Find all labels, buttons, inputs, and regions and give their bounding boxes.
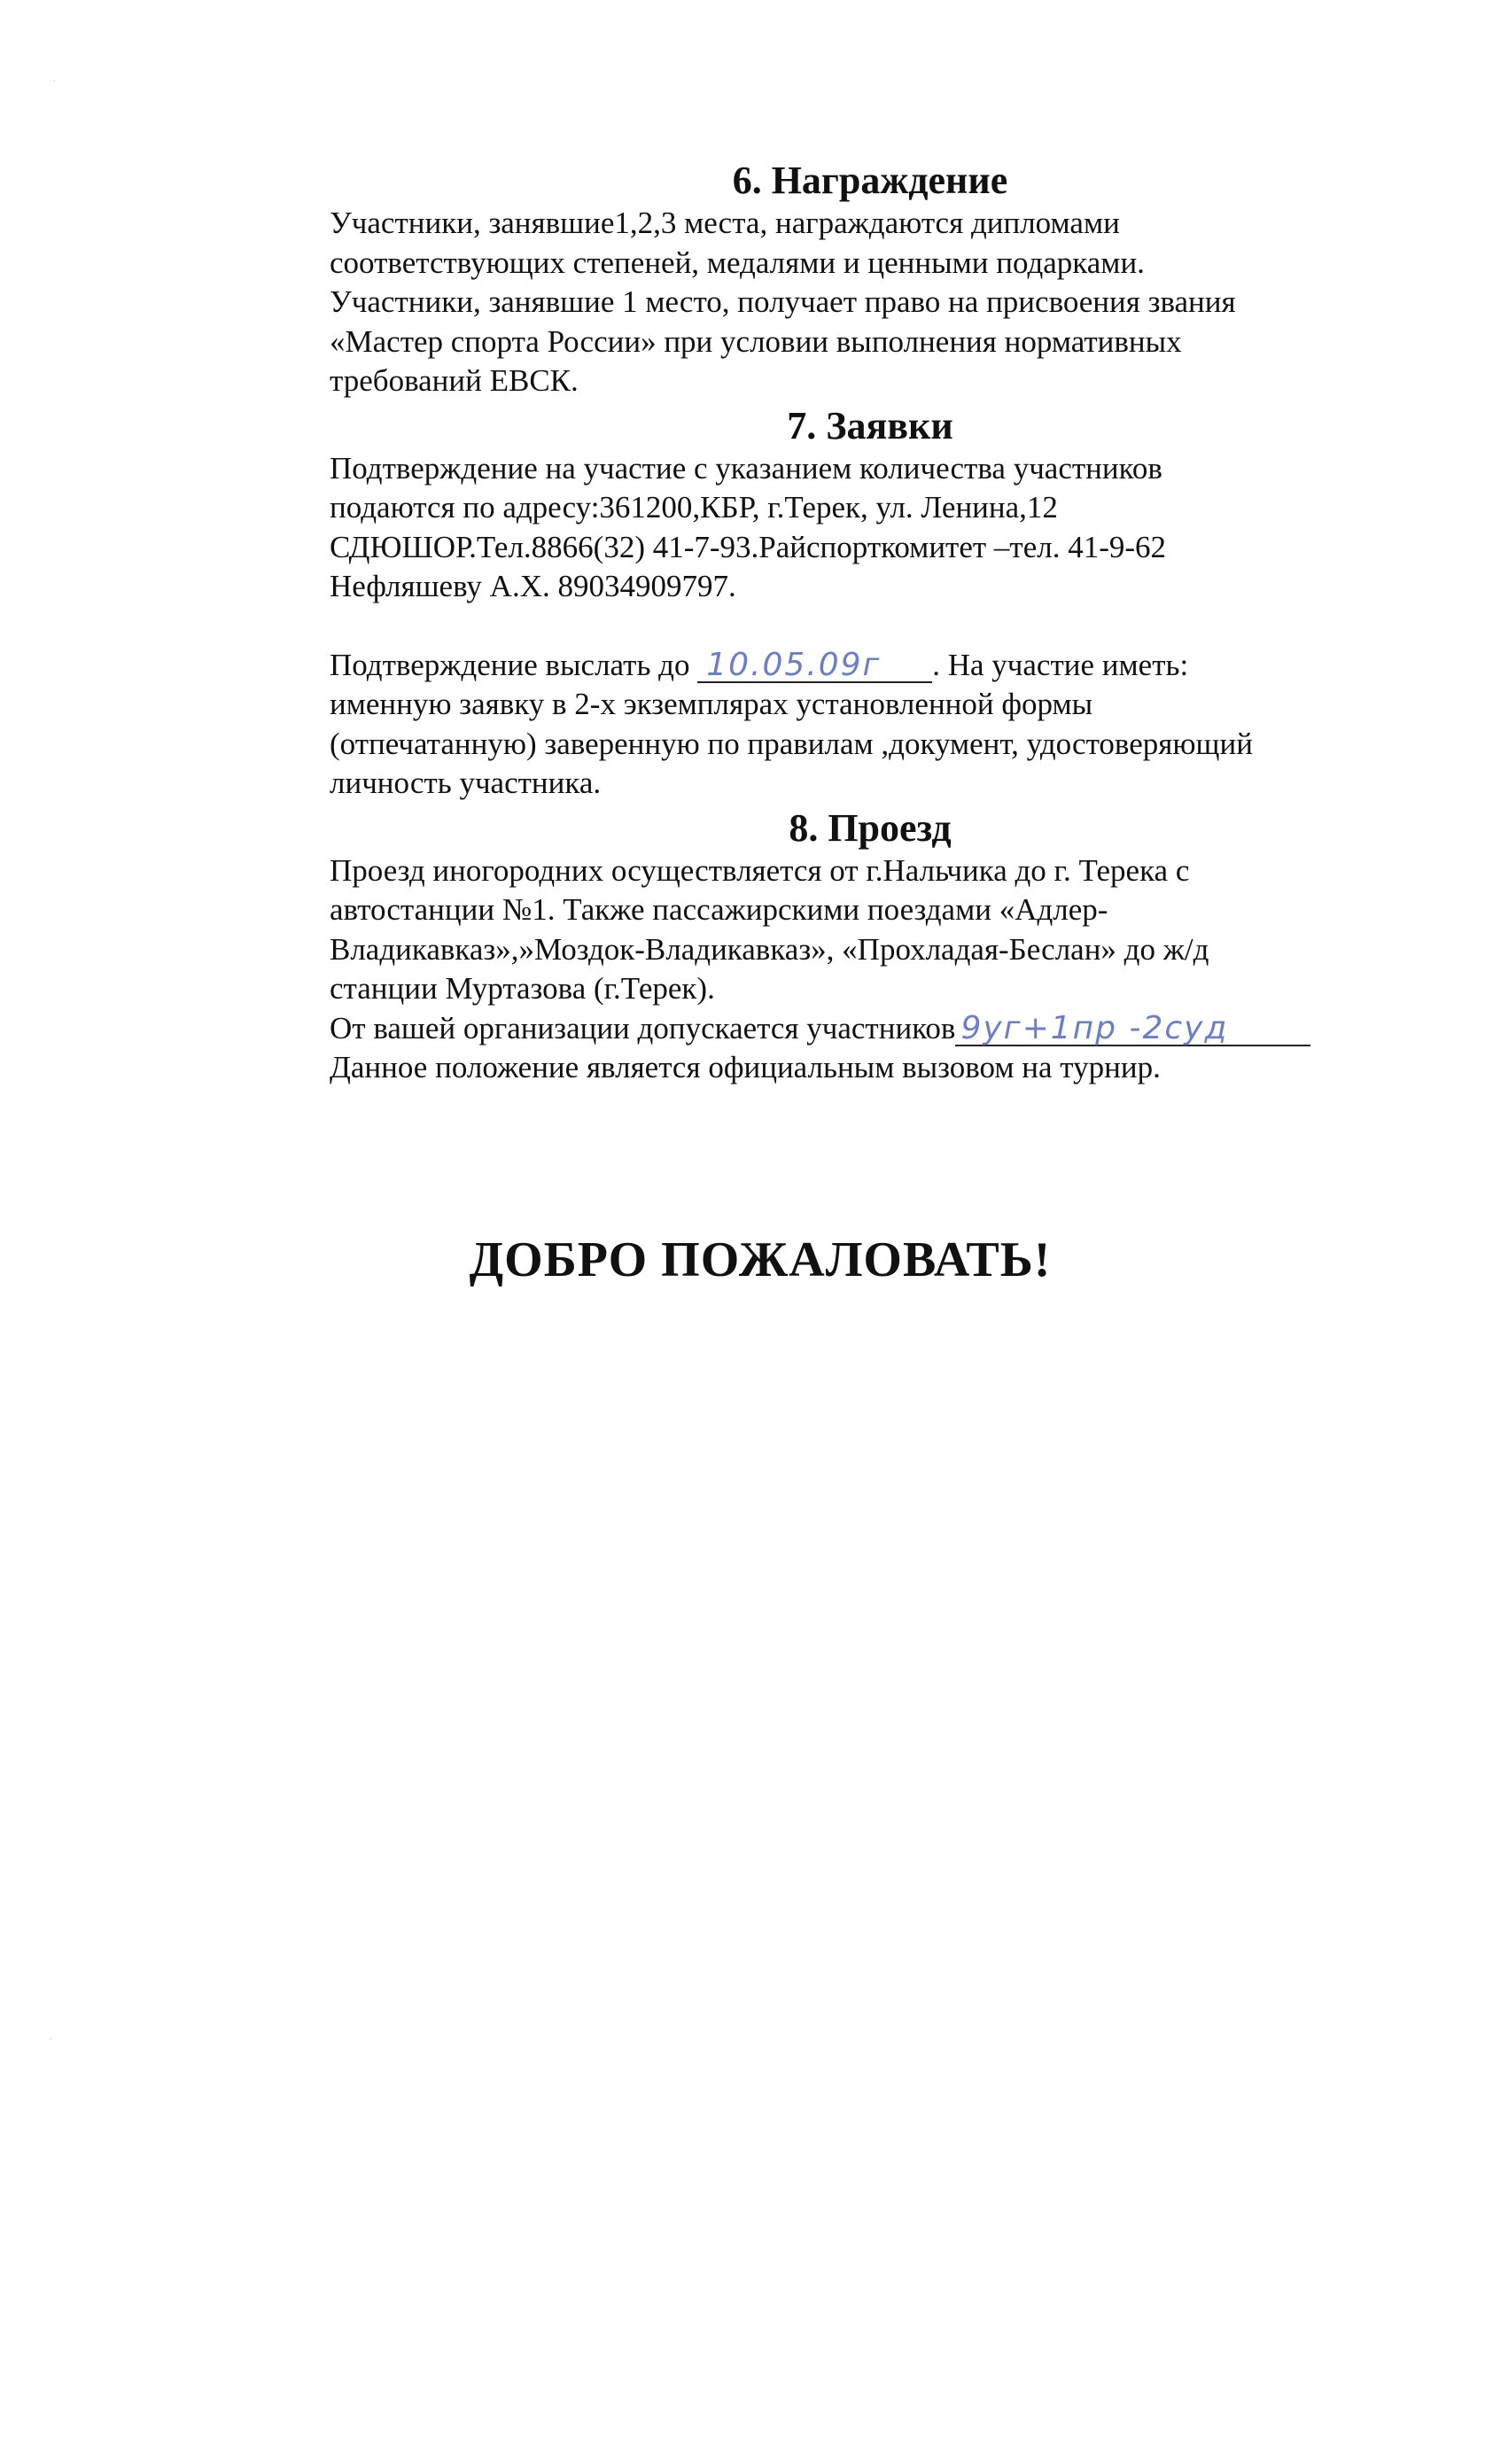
scan-artifact (50, 2038, 51, 2040)
section-8-line: автостанции №1. Также пассажирскими поездами «Адлер- (330, 892, 1108, 927)
welcome-banner (0, 1232, 1485, 1288)
welcome-text: ДОБРО ПОЖАЛОВАТЬ! (469, 1232, 1052, 1287)
official-invitation-line: Данное положение является официальным вызовом на турнир. (330, 1050, 1161, 1084)
section-7-line: Подтверждение на участие с указанием количества участников (330, 450, 1162, 486)
section-7-line: СДЮШОР.Тел.8866(32) 41-7-93.Райспорткомитет –тел. 41-9-62 (330, 529, 1167, 564)
section-6-line: «Мастер спорта России» при условии выполнения нормативных (330, 323, 1182, 359)
handwritten-date: 10.05.09г (697, 649, 932, 683)
section-7-line: подаются по адресу:361200,КБР, г.Терек, ул. Ленина,12 (330, 490, 1058, 525)
section-8-line: Владикавказ»,»Моздок-Владикавказ», «Прохладая-Беслан» до ж/д (330, 931, 1209, 967)
section-6-line: Участники, занявшие 1 место, получает право на присвоения звания (330, 284, 1236, 319)
section-6-line: соответствующих степеней, медалями и ценными подарками. (330, 245, 1145, 280)
section-6-line: Участники, занявшие1,2,3 места, награждаются дипломами (330, 206, 1120, 240)
document-body (330, 158, 1375, 1088)
section-7-title: 7. Заявки (787, 403, 953, 447)
section-8-line: Проезд иногородних осуществляется от г.Нальчика до г. Терека с (330, 852, 1190, 888)
admit-prefix: От вашей организации допускается участников (330, 1010, 956, 1045)
paragraph-gap (330, 607, 1375, 646)
participants-allowed-line (330, 1009, 1375, 1049)
section-7-line: именную заявку в 2-х экземплярах установленной формы (330, 687, 1093, 721)
confirm-prefix: Подтверждение выслать до (330, 647, 690, 682)
section-8-line: станции Муртазова (г.Терек). (330, 971, 715, 1006)
section-8-title: 8. Проезд (789, 805, 952, 850)
section-6-title: 6. Награждение (732, 159, 1008, 202)
confirm-suffix: . На участие иметь: (932, 647, 1189, 682)
scan-artifact (53, 80, 55, 82)
handwritten-count: 9уг+1пр -2суд (955, 1013, 1310, 1046)
section-7-line: личность участника. (330, 766, 602, 800)
confirm-deadline-line (330, 646, 1375, 686)
section-7-line: (отпечатанную) заверенную по правилам ,документ, удостоверяющий (330, 726, 1253, 761)
section-7-line: Нефляшеву А.Х. 89034909797. (330, 569, 736, 603)
section-6-line: требований ЕВСК. (330, 363, 579, 398)
